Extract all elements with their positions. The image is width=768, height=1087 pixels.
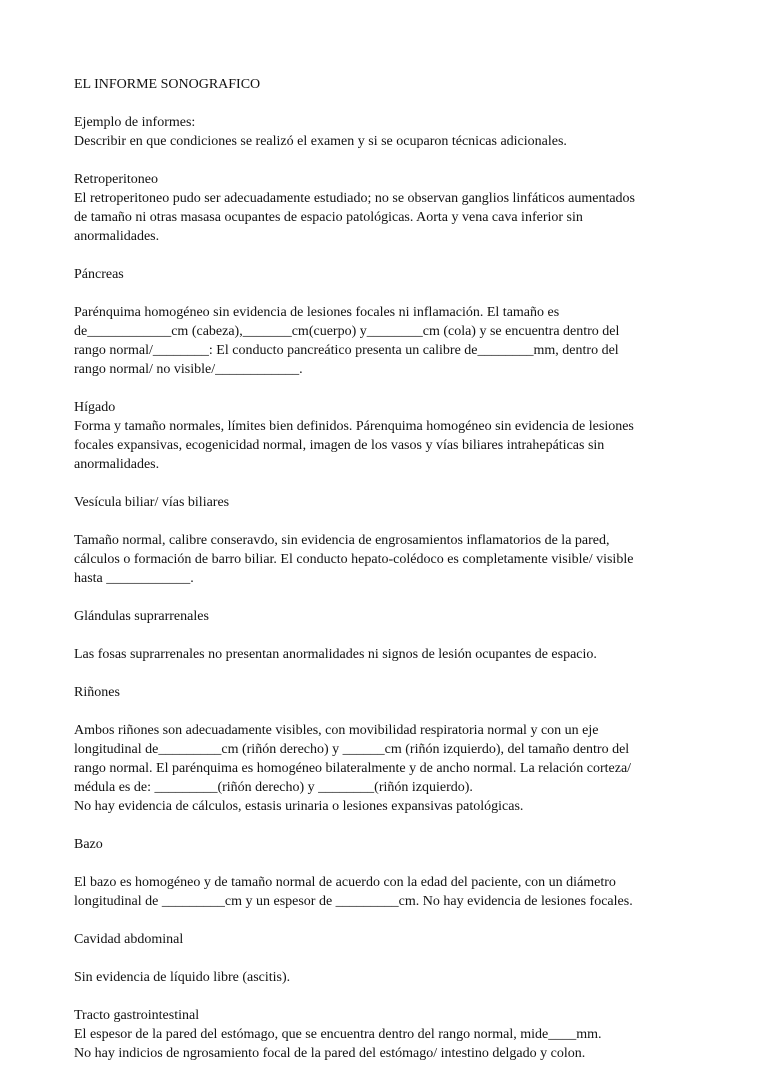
body-line: rango normal. El parénquima es homogéneo bilateralmente y de ancho normal. La relación corteza/ <box>74 761 632 776</box>
body-line: Parénquima homogéneo sin evidencia de lesiones focales ni inflamación. El tamaño es <box>74 305 560 320</box>
body-line: longitudinal de _________cm y un espesor de _________cm. No hay evidencia de lesiones focales. <box>74 894 633 909</box>
body-line: de tamaño ni otras masasa ocupantes de espacio patológicas. Aorta y vena cava inferior sin <box>74 210 583 225</box>
body-line: rango normal/ no visible/____________. <box>74 362 303 377</box>
title-line: EL INFORME SONOGRAFICO <box>74 77 261 92</box>
intro-line: Describir en que condiciones se realizó el examen y si se ocuparon técnicas adicionales. <box>74 134 567 149</box>
section-heading: Vesícula biliar/ vías biliares <box>74 495 230 510</box>
section-pancreas-body <box>74 303 734 379</box>
section-heading: Tracto gastrointestinal <box>74 1008 200 1023</box>
body-line: de____________cm (cabeza),_______cm(cuerpo) y________cm (cola) y se encuentra dentro del <box>74 324 620 339</box>
section-bazo-body <box>74 873 734 911</box>
intro-line: Ejemplo de informes: <box>74 115 196 130</box>
section-cavidad-heading <box>74 930 734 949</box>
section-vesicula-heading <box>74 493 734 512</box>
section-heading: Glándulas suprarrenales <box>74 609 209 624</box>
section-heading: Páncreas <box>74 267 124 282</box>
body-line: cálculos o formación de barro biliar. El conducto hepato-colédoco es completamente visible/ visible <box>74 552 634 567</box>
section-rinones-heading <box>74 683 734 702</box>
section-pancreas-heading <box>74 265 734 284</box>
section-tracto <box>74 1006 734 1063</box>
section-bazo-heading <box>74 835 734 854</box>
section-suprarrenales-body <box>74 645 734 664</box>
section-cavidad-body <box>74 968 734 987</box>
body-line: anormalidades. <box>74 229 160 244</box>
body-line: rango normal/________: El conducto pancreático presenta un calibre de________mm, dentro del <box>74 343 619 358</box>
body-line: Las fosas suprarrenales no presentan anormalidades ni signos de lesión ocupantes de espacio. <box>74 647 597 662</box>
body-line: anormalidades. <box>74 457 160 472</box>
intro-paragraph <box>74 113 734 151</box>
section-heading: Retroperitoneo <box>74 172 158 187</box>
body-line: médula es de: _________(riñón derecho) y ________(riñón izquierdo). <box>74 780 473 795</box>
body-line: Ambos riñones son adecuadamente visibles, con movibilidad respiratoria normal y con un eje <box>74 723 599 738</box>
body-line: El retroperitoneo pudo ser adecuadamente estudiado; no se observan ganglios linfáticos aumentados <box>74 191 635 206</box>
body-line: Forma y tamaño normales, límites bien definidos. Párenquima homogéneo sin evidencia de lesiones <box>74 419 634 434</box>
body-line: El bazo es homogéneo y de tamaño normal de acuerdo con la edad del paciente, con un diámetro <box>74 875 616 890</box>
section-heading: Cavidad abdominal <box>74 932 184 947</box>
section-heading: Hígado <box>74 400 116 415</box>
section-retroperitoneo <box>74 170 734 246</box>
body-line: hasta ____________. <box>74 571 194 586</box>
section-heading: Riñones <box>74 685 120 700</box>
document-title <box>74 75 734 94</box>
section-vesicula-body <box>74 531 734 588</box>
body-line: El espesor de la pared del estómago, que se encuentra dentro del rango normal, mide____mm. <box>74 1027 602 1042</box>
section-rinones-body <box>74 721 734 816</box>
section-suprarrenales-heading <box>74 607 734 626</box>
body-line: Sin evidencia de líquido libre (ascitis). <box>74 970 291 985</box>
body-line: Tamaño normal, calibre conseravdo, sin evidencia de engrosamientos inflamatorios de la pared, <box>74 533 610 548</box>
section-higado <box>74 398 734 474</box>
body-line: No hay evidencia de cálculos, estasis urinaria o lesiones expansivas patológicas. <box>74 799 524 814</box>
body-line: No hay indicios de ngrosamiento focal de la pared del estómago/ intestino delgado y colon. <box>74 1046 586 1061</box>
body-line: longitudinal de_________cm (riñón derecho) y ______cm (riñón izquierdo), del tamaño dentro del <box>74 742 630 757</box>
body-line: focales expansivas, ecogenicidad normal, imagen de los vasos y vías biliares intrahepáticas sin <box>74 438 605 453</box>
section-heading: Bazo <box>74 837 103 852</box>
document-page <box>74 75 734 1063</box>
